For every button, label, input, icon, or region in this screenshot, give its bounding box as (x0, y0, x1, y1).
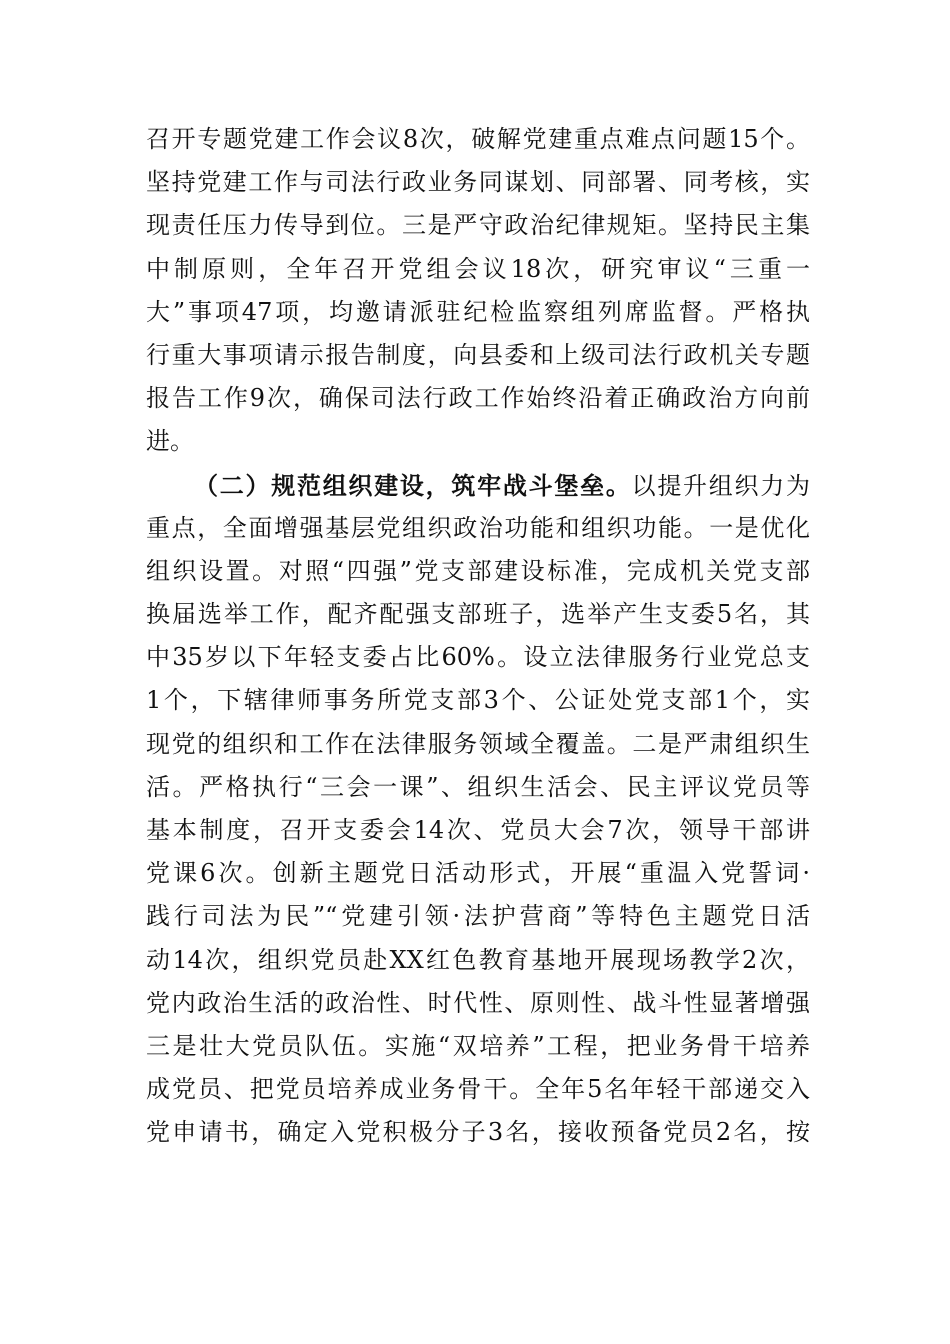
document-body (146, 118, 810, 1155)
text-line: 重点，全面增强基层党组织政治功能和组织功能。一是优化 (146, 513, 810, 542)
text-line: 成党员、把党员培养成业务骨干。全年5名年轻干部递交入 (146, 1075, 810, 1104)
text-line: 践行司法为民”“党建引领·法护营商”等特色主题党日活 (146, 902, 810, 931)
text-line: 报告工作9次，确保司法行政工作始终沿着正确政治方向前 (146, 384, 810, 413)
text-line: 现责任压力传导到位。三是严守政治纪律规矩。坚持民主集 (146, 211, 810, 240)
section-first-line-text: 以提升组织力为 (631, 471, 811, 500)
text-line: 党申请书，确定入党积极分子3名，接收预备党员2名，按 (146, 1118, 810, 1147)
section-first-line (146, 464, 810, 507)
text-line: 中制原则，全年召开党组会议18次，研究审议“三重一 (146, 254, 810, 283)
text-line: 大”事项47项，均邀请派驻纪检监察组列席监督。严格执 (146, 297, 810, 326)
text-line: 活。严格执行“三会一课”、组织生活会、民主评议党员等 (146, 772, 810, 801)
text-line: 1个，下辖律师事务所党支部3个、公证处党支部1个，实 (146, 686, 810, 715)
text-line: 中35岁以下年轻支委占比60%。设立法律服务行业党总支 (146, 643, 810, 672)
text-line: 进。 (146, 427, 194, 456)
section-heading: （二）规范组织建设，筑牢战斗堡垒。 (194, 470, 632, 500)
text-line: 党课6次。创新主题党日活动形式，开展“重温入党誓词· (146, 859, 810, 888)
text-line: 组织设置。对照“四强”党支部建设标准，完成机关党支部 (146, 556, 810, 585)
text-line: 动14次，组织党员赴XX红色教育基地开展现场教学2次， (146, 945, 810, 974)
text-line: 行重大事项请示报告制度，向县委和上级司法行政机关专题 (146, 340, 810, 369)
text-line: 三是壮大党员队伍。实施“双培养”工程，把业务骨干培养 (146, 1031, 810, 1060)
text-line: 党内政治生活的政治性、时代性、原则性、战斗性显著增强 (146, 988, 810, 1017)
text-line: 基本制度，召开支委会14次、党员大会7次，领导干部讲 (146, 816, 810, 844)
text-line: 坚持党建工作与司法行政业务同谋划、同部署、同考核，实 (146, 168, 810, 197)
text-line: 现党的组织和工作在法律服务领域全覆盖。二是严肃组织生 (146, 729, 810, 758)
text-line: 换届选举工作，配齐配强支部班子，选举产生支委5名，其 (146, 600, 810, 629)
text-line: 召开专题党建工作会议8次，破解党建重点难点问题15个。 (146, 125, 810, 153)
